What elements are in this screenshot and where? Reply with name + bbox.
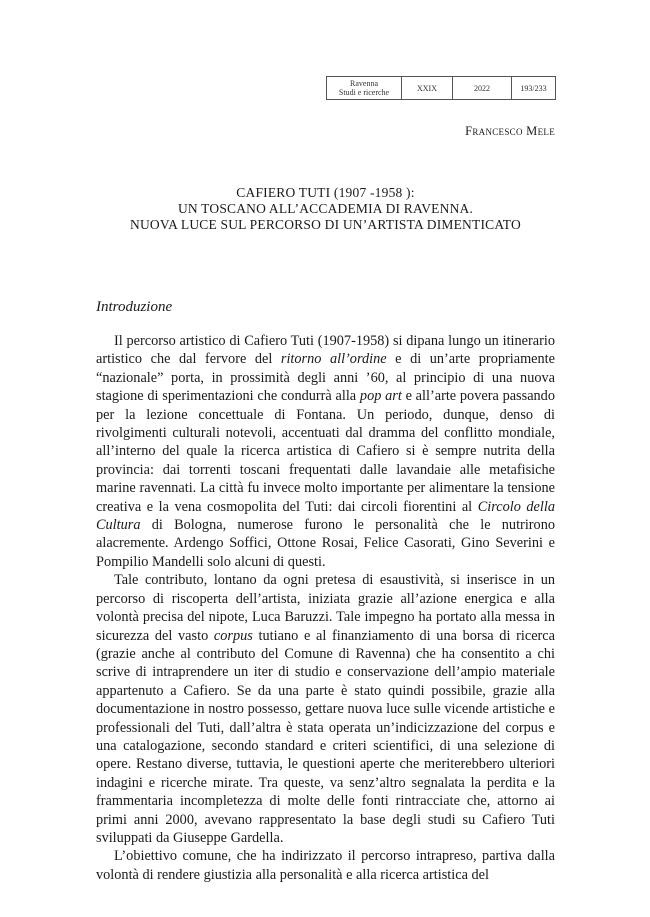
paragraph	[96, 847, 555, 884]
paragraph	[96, 332, 555, 571]
paragraph	[96, 571, 555, 847]
title-line-1: CAFIERO TUTI (1907 -1958 ):	[236, 185, 415, 200]
page-range: 193/233	[512, 77, 556, 100]
journal-name: Ravenna	[350, 79, 378, 88]
text-run: Tale contributo, lontano da ogni pretesa di esaustività, si inserisce in un percorso di riscoperta dell’artista, iniziata grazie all’azione energica e alla volontà precisa del nipote, Luca Baruzzi. Tale impegno ha portato alla messa in sicurezza del vasto	[96, 572, 555, 644]
body-text	[96, 332, 555, 884]
journal-subtitle: Studi e ricerche	[338, 88, 390, 97]
article-title	[96, 185, 555, 233]
italic-text: corpus	[213, 627, 253, 644]
publication-year: 2022	[453, 77, 512, 100]
text-run: e all’arte povera passando per la lezione concettuale di Fontana. Un periodo, dunque, denso di rivolgimenti culturali notevoli, accentuati dal dramma del conflitto mondiale, all’interno del quale la ricerca artistica di Cafiero si è sempre nutrita della provincia: dai torrenti toscani frequentati dalle lavandaie alle metafisiche marine ravennati. La città fu invece molto importante per alimentare la tensione creativa e la vena cosmopolita del Tuti: dai circoli fiorentini al	[96, 388, 555, 515]
journal-info-table	[326, 76, 556, 100]
text-run: Il percorso artistico di Cafiero Tuti (1907-1958) si dipana lungo un itinerario artistico che dal fervore del	[96, 333, 555, 368]
text-run: e di un’arte propriamente “nazionale” porta, in prossimità degli anni ’60, al principio di una nuova stagione di sperimentazioni che condurrà alla	[96, 351, 555, 405]
title-line-3: NUOVA LUCE SUL PERCORSO DI UN’ARTISTA DIMENTICATO	[130, 217, 521, 232]
journal-name-cell	[327, 77, 402, 100]
title-line-2: UN TOSCANO ALL’ACCADEMIA DI RAVENNA.	[177, 201, 474, 216]
author-name: Francesco Mele	[465, 124, 555, 138]
italic-text: ritorno all’ordine	[280, 351, 387, 368]
text-run: di Bologna, numerose furono le personalità che le nutrirono alacremente. Ardengo Soffici, Ottone Rosai, Felice Casorati, Gino Severini e Pompilio Mandelli solo alcuni di questi.	[96, 517, 555, 570]
section-heading: Introduzione	[96, 299, 173, 315]
text-run: L’obiettivo comune, che ha indirizzato il percorso intrapreso, partiva dalla volontà di rendere giustizia alla personalità e alla ricerca artistica del	[96, 848, 555, 883]
italic-text: pop art	[359, 388, 402, 405]
text-run: tutiano e al finanziamento di una borsa di ricerca (grazie anche al contributo del Comune di Ravenna) che ha consentito a chi scrive di intraprendere un iter di studio e conservazione dell’ampio materiale appartenuto a Cafiero. Se da una parte è stato quindi possibile, grazie alla documentazione in nostro possesso, gettare nuova luce sulle vicende artistiche e professionali del Tuti, dall’altra è stata operata un’indicizzazione del corpus e una catalogazione, secondo standard e criteri scientifici, di una selezione di opere. Restano diverse, tuttavia, le questioni aperte che meriterebbero ulteriori indagini e ricerche mirate. Tra queste, va senz’altro segnalata la perdita e la frammentaria incompletezza di molte delle fonti rintracciate che, attorno ai primi anni 2000, avevano rappresentato la base degli studi su Cafiero Tuti sviluppati da Giuseppe Gardella.	[96, 627, 555, 846]
volume-number: XXIX	[402, 77, 453, 100]
italic-text: Circolo della Cultura	[96, 498, 555, 534]
